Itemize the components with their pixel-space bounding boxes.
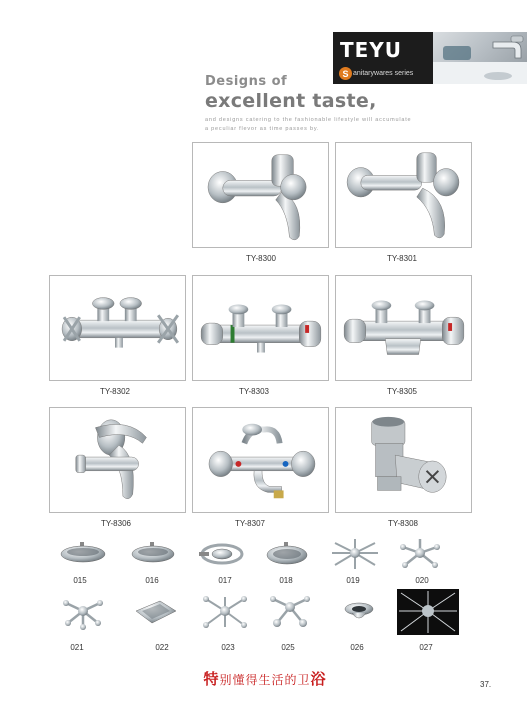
rain-shower-photo-icon	[397, 589, 459, 635]
shower-code: 021	[70, 643, 84, 652]
headline-block	[205, 74, 411, 134]
product-tile-ty-8307	[192, 407, 329, 513]
series-badge: S	[339, 67, 352, 80]
product-tile-ty-8308	[335, 407, 472, 513]
product-code: TY-8302	[100, 387, 130, 396]
multi-jet-icon	[395, 537, 445, 571]
shower-code: 022	[155, 643, 169, 652]
shower-code: 023	[221, 643, 235, 652]
brand-logo: TEYU	[340, 38, 403, 62]
round-shower-head-icon	[262, 540, 312, 574]
square-shower-head-icon	[130, 597, 180, 631]
ring-shower-head-icon	[197, 540, 247, 574]
round-shower-head-icon	[58, 540, 108, 574]
single-lever-mixer-icon	[50, 408, 185, 512]
product-code: TY-8307	[235, 519, 265, 528]
page-number: 37.	[480, 680, 492, 689]
product-tile-ty-8306	[49, 407, 186, 513]
shower-code: 017	[218, 576, 232, 585]
product-code: TY-8306	[101, 519, 131, 528]
shower-code: 019	[346, 576, 360, 585]
round-shower-head-icon	[128, 540, 178, 574]
slogan-middle: 别懂得生活的卫	[219, 673, 311, 687]
shower-code: 016	[145, 576, 159, 585]
shower-code: 020	[415, 576, 429, 585]
multi-jet-icon	[265, 595, 315, 629]
headline-sub2: a peculiar flevor as time passes by.	[205, 126, 320, 132]
headline-line1: Designs of	[205, 74, 288, 89]
thermostatic-bar-mixer-icon	[193, 276, 328, 380]
headline-sub1: and designs catering to the fashionable lifestyle will accumulate	[205, 117, 412, 123]
product-code: TY-8308	[388, 519, 418, 528]
thermostatic-bath-mixer-icon	[336, 276, 471, 380]
multi-jet-icon	[58, 597, 108, 631]
product-code: TY-8305	[387, 387, 417, 396]
shower-code: 027	[419, 643, 433, 652]
product-code: TY-8303	[239, 387, 269, 396]
shower-code: 018	[279, 576, 293, 585]
single-lever-mixer-icon	[193, 143, 328, 247]
ceiling-shower-icon	[334, 597, 384, 631]
product-tile-ty-8301	[335, 142, 472, 248]
product-code: TY-8300	[246, 254, 276, 263]
angle-valve-fitting-icon	[336, 408, 471, 512]
shower-code: 015	[73, 576, 87, 585]
single-lever-mixer-icon	[336, 143, 471, 247]
product-tile-ty-8305	[335, 275, 472, 381]
double-handle-bath-mixer-icon	[193, 408, 328, 512]
product-tile-ty-8302	[49, 275, 186, 381]
shower-code: 026	[350, 643, 364, 652]
body-jet-icon	[330, 537, 380, 571]
basin-faucet-photo	[433, 32, 527, 84]
headline-line2: excellent taste,	[205, 90, 377, 112]
shower-code: 025	[281, 643, 295, 652]
multi-jet-icon	[200, 595, 250, 629]
brand-slogan	[200, 668, 330, 689]
slogan-last-char: 浴	[310, 670, 327, 688]
product-tile-ty-8300	[192, 142, 329, 248]
product-code: TY-8301	[387, 254, 417, 263]
slogan-first-char: 特	[203, 670, 220, 688]
series-text: anitarywares series	[353, 70, 414, 77]
product-tile-ty-8303	[192, 275, 329, 381]
cross-handle-bar-mixer-icon	[50, 276, 185, 380]
